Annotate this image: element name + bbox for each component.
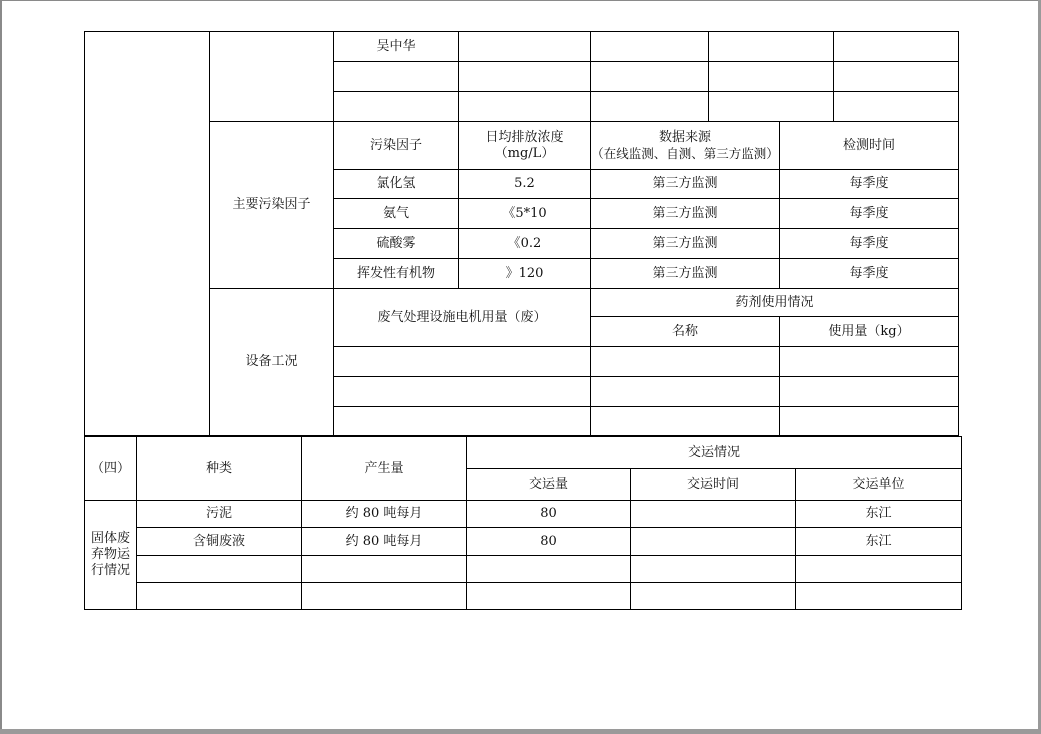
pollutant-section-label: 主要污染因子 <box>210 122 334 289</box>
header-source-line1: 数据来源 <box>658 129 711 145</box>
blank-cell <box>459 62 591 92</box>
blank-cell <box>591 32 709 62</box>
blank-cell <box>780 407 959 436</box>
header-agent-amount: 使用量（kg） <box>780 317 959 347</box>
blank-cell <box>631 556 796 583</box>
blank-cell <box>834 62 959 92</box>
waste-output: 约 80 吨每月 <box>302 501 467 528</box>
solid-waste-table <box>84 436 962 610</box>
header-type: 种类 <box>137 437 302 501</box>
header-concentration <box>459 122 591 170</box>
blank-cell <box>591 407 780 436</box>
blank-cell <box>302 583 467 610</box>
blank-cell <box>137 583 302 610</box>
blank-cell <box>709 92 834 122</box>
window-bottom-border <box>0 729 1041 734</box>
pollutant-source: 第三方监测 <box>591 199 780 229</box>
header-source-line2: （在线监测、自测、第三方监测） <box>591 145 779 161</box>
waste-type: 污泥 <box>137 501 302 528</box>
pollutant-time: 每季度 <box>780 170 959 199</box>
names-blank-cell <box>210 32 334 122</box>
blank-cell <box>334 407 591 436</box>
blank-cell <box>796 556 962 583</box>
header-concentration-line2: （mg/L） <box>494 145 555 161</box>
pollutant-conc: 》120 <box>459 259 591 289</box>
blank-cell <box>459 32 591 62</box>
pollutant-time: 每季度 <box>780 199 959 229</box>
pollutant-factor: 氯化氢 <box>334 170 459 199</box>
solid-waste-section-label <box>85 501 137 610</box>
blank-cell <box>780 347 959 377</box>
blank-cell <box>334 377 591 407</box>
header-transfer-amount: 交运量 <box>467 469 631 501</box>
blank-cell <box>709 62 834 92</box>
blank-cell <box>780 377 959 407</box>
blank-cell <box>334 347 591 377</box>
pollutant-factor: 硫酸雾 <box>334 229 459 259</box>
blank-cell <box>302 556 467 583</box>
outer-blank-cell <box>85 32 210 436</box>
header-motor-power: 废气处理设施电机用量（废） <box>334 289 591 347</box>
blank-cell <box>334 62 459 92</box>
waste-output: 约 80 吨每月 <box>302 528 467 556</box>
window-top-border <box>0 0 1041 1</box>
waste-type: 含铜废液 <box>137 528 302 556</box>
waste-transfer-amount: 80 <box>467 528 631 556</box>
blank-cell <box>631 583 796 610</box>
section-label-line: 固体废 <box>90 531 130 546</box>
waste-transfer-unit: 东江 <box>796 528 962 556</box>
waste-transfer-amount: 80 <box>467 501 631 528</box>
blank-cell <box>834 92 959 122</box>
header-transfer-unit: 交运单位 <box>796 469 962 501</box>
pollutant-factor: 氨气 <box>334 199 459 229</box>
equipment-section-label: 设备工况 <box>210 289 334 436</box>
window-left-border <box>0 0 2 734</box>
pollutant-conc: 5.2 <box>459 170 591 199</box>
header-transfer-time: 交运时间 <box>631 469 796 501</box>
blank-cell <box>591 62 709 92</box>
section-label-line: 行情况 <box>90 563 130 578</box>
header-data-source <box>591 122 780 170</box>
blank-cell <box>834 32 959 62</box>
blank-cell <box>709 32 834 62</box>
header-agent-name: 名称 <box>591 317 780 347</box>
section-label-line: 弃物运 <box>90 547 130 562</box>
blank-cell <box>467 583 631 610</box>
blank-cell <box>591 92 709 122</box>
pollutant-conc: 《5*10 <box>459 199 591 229</box>
blank-cell <box>591 377 780 407</box>
header-concentration-line1: 日均排放浓度 <box>485 129 564 145</box>
waste-transfer-time <box>631 501 796 528</box>
header-factor: 污染因子 <box>334 122 459 170</box>
waste-transfer-unit: 东江 <box>796 501 962 528</box>
header-transfer: 交运情况 <box>467 437 962 469</box>
blank-cell <box>796 583 962 610</box>
pollutant-conc: 《0.2 <box>459 229 591 259</box>
header-output: 产生量 <box>302 437 467 501</box>
section-number: （四） <box>85 437 137 501</box>
blank-cell <box>591 347 780 377</box>
blank-cell <box>467 556 631 583</box>
pollutant-factor: 挥发性有机物 <box>334 259 459 289</box>
blank-cell <box>137 556 302 583</box>
pollutant-source: 第三方监测 <box>591 229 780 259</box>
emission-table <box>84 31 959 436</box>
header-agent-usage: 药剂使用情况 <box>591 289 959 317</box>
name-cell: 吴中华 <box>334 32 459 62</box>
pollutant-time: 每季度 <box>780 229 959 259</box>
blank-cell <box>334 92 459 122</box>
pollutant-time: 每季度 <box>780 259 959 289</box>
header-test-time: 检测时间 <box>780 122 959 170</box>
blank-cell <box>459 92 591 122</box>
pollutant-source: 第三方监测 <box>591 259 780 289</box>
waste-transfer-time <box>631 528 796 556</box>
pollutant-source: 第三方监测 <box>591 170 780 199</box>
